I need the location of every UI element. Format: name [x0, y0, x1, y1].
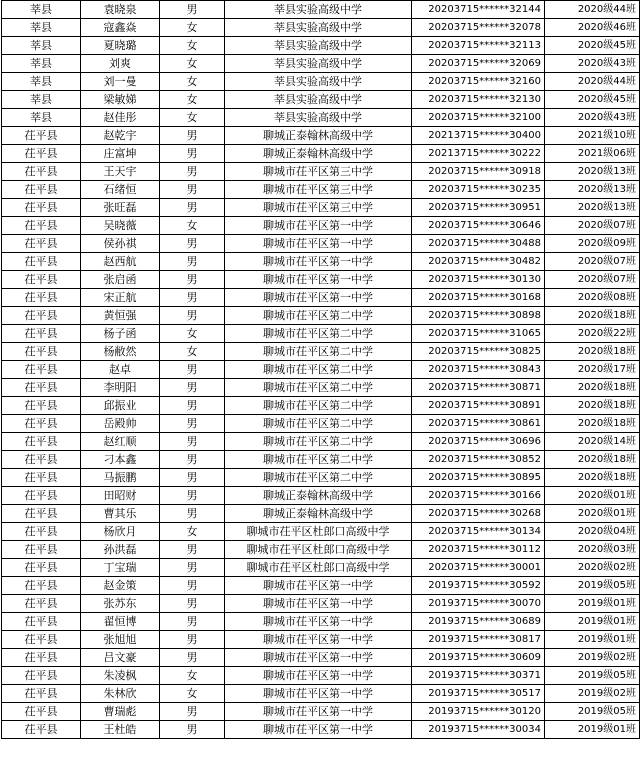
class-cell: 2019级01班 — [545, 631, 640, 649]
name-cell: 丁宝瑞 — [81, 559, 160, 577]
school-cell: 聊城市茌平区杜郎口高级中学 — [225, 541, 412, 559]
class-cell: 2019级05班 — [545, 577, 640, 595]
school-cell: 莘县实验高级中学 — [225, 1, 412, 19]
class-cell: 2020级45班 — [545, 37, 640, 55]
table-row — [2, 703, 640, 721]
name-cell: 翟恒博 — [81, 613, 160, 631]
class-cell: 2020级13班 — [545, 199, 640, 217]
school-cell: 聊城市茌平区第二中学 — [225, 433, 412, 451]
class-cell: 2020级18班 — [545, 397, 640, 415]
student-id-cell: 20203715******32130 — [412, 91, 545, 109]
table-row — [2, 505, 640, 523]
school-cell: 聊城市茌平区第二中学 — [225, 415, 412, 433]
class-cell: 2020级04班 — [545, 523, 640, 541]
table-row — [2, 289, 640, 307]
student-id-cell: 20193715******30120 — [412, 703, 545, 721]
gender-cell: 男 — [160, 487, 225, 505]
name-cell: 刁本鑫 — [81, 451, 160, 469]
county-cell: 茌平县 — [2, 415, 81, 433]
school-cell: 聊城市茌平区第一中学 — [225, 235, 412, 253]
gender-cell: 女 — [160, 325, 225, 343]
table-row — [2, 613, 640, 631]
class-cell: 2020级18班 — [545, 307, 640, 325]
student-id-cell: 20193715******30817 — [412, 631, 545, 649]
county-cell: 茌平县 — [2, 469, 81, 487]
name-cell: 岳殿帅 — [81, 415, 160, 433]
county-cell: 茌平县 — [2, 685, 81, 703]
student-id-cell: 20203715******30646 — [412, 217, 545, 235]
student-id-cell: 20193715******30592 — [412, 577, 545, 595]
name-cell: 侯孙祺 — [81, 235, 160, 253]
name-cell: 刘一曼 — [81, 73, 160, 91]
school-cell: 莘县实验高级中学 — [225, 109, 412, 127]
school-cell: 聊城市茌平区第二中学 — [225, 343, 412, 361]
school-cell: 聊城市茌平区第一中学 — [225, 649, 412, 667]
county-cell: 茌平县 — [2, 163, 81, 181]
class-cell: 2020级14班 — [545, 433, 640, 451]
class-cell: 2020级18班 — [545, 379, 640, 397]
school-cell: 聊城市茌平区第二中学 — [225, 397, 412, 415]
name-cell: 曹瑞彪 — [81, 703, 160, 721]
name-cell: 梁敏娣 — [81, 91, 160, 109]
name-cell: 吕文豪 — [81, 649, 160, 667]
school-cell: 聊城市茌平区第二中学 — [225, 325, 412, 343]
table-row — [2, 361, 640, 379]
student-id-cell: 20203715******30843 — [412, 361, 545, 379]
county-cell: 茌平县 — [2, 541, 81, 559]
gender-cell: 男 — [160, 703, 225, 721]
class-cell: 2020级44班 — [545, 73, 640, 91]
name-cell: 赵乾宇 — [81, 127, 160, 145]
gender-cell: 男 — [160, 253, 225, 271]
table-row — [2, 541, 640, 559]
county-cell: 茌平县 — [2, 577, 81, 595]
student-id-cell: 20203715******30852 — [412, 451, 545, 469]
name-cell: 张旺磊 — [81, 199, 160, 217]
table-row — [2, 325, 640, 343]
name-cell: 赵佳彤 — [81, 109, 160, 127]
student-id-cell: 20203715******30871 — [412, 379, 545, 397]
gender-cell: 男 — [160, 307, 225, 325]
table-row — [2, 631, 640, 649]
student-table-body — [2, 1, 640, 739]
student-id-cell: 20213715******30222 — [412, 145, 545, 163]
gender-cell: 男 — [160, 181, 225, 199]
county-cell: 茌平县 — [2, 523, 81, 541]
table-row — [2, 343, 640, 361]
table-row — [2, 199, 640, 217]
name-cell: 张苏东 — [81, 595, 160, 613]
gender-cell: 男 — [160, 415, 225, 433]
gender-cell: 男 — [160, 649, 225, 667]
county-cell: 茌平县 — [2, 505, 81, 523]
county-cell: 茌平县 — [2, 379, 81, 397]
name-cell: 黄恒强 — [81, 307, 160, 325]
county-cell: 茌平县 — [2, 721, 81, 739]
student-id-cell: 20193715******30371 — [412, 667, 545, 685]
school-cell: 莘县实验高级中学 — [225, 91, 412, 109]
class-cell: 2020级07班 — [545, 253, 640, 271]
name-cell: 寇鑫焱 — [81, 19, 160, 37]
student-id-cell: 20193715******30609 — [412, 649, 545, 667]
school-cell: 聊城市茌平区第一中学 — [225, 685, 412, 703]
county-cell: 茌平县 — [2, 397, 81, 415]
table-row — [2, 721, 640, 739]
school-cell: 聊城市茌平区第一中学 — [225, 271, 412, 289]
table-row — [2, 559, 640, 577]
student-id-cell: 20193715******30034 — [412, 721, 545, 739]
student-id-cell: 20203715******30825 — [412, 343, 545, 361]
gender-cell: 男 — [160, 1, 225, 19]
name-cell: 李明阳 — [81, 379, 160, 397]
class-cell: 2019级02班 — [545, 649, 640, 667]
gender-cell: 女 — [160, 37, 225, 55]
class-cell: 2020级17班 — [545, 361, 640, 379]
gender-cell: 女 — [160, 217, 225, 235]
school-cell: 莘县实验高级中学 — [225, 55, 412, 73]
class-cell: 2019级05班 — [545, 703, 640, 721]
gender-cell: 女 — [160, 667, 225, 685]
county-cell: 茌平县 — [2, 307, 81, 325]
table-row — [2, 55, 640, 73]
school-cell: 聊城市茌平区第二中学 — [225, 379, 412, 397]
county-cell: 茌平县 — [2, 595, 81, 613]
school-cell: 聊城市茌平区第二中学 — [225, 361, 412, 379]
school-cell: 莘县实验高级中学 — [225, 19, 412, 37]
class-cell: 2020级02班 — [545, 559, 640, 577]
class-cell: 2020级18班 — [545, 469, 640, 487]
table-row — [2, 163, 640, 181]
class-cell: 2020级43班 — [545, 109, 640, 127]
student-id-cell: 20203715******30235 — [412, 181, 545, 199]
gender-cell: 男 — [160, 235, 225, 253]
school-cell: 聊城市茌平区第一中学 — [225, 667, 412, 685]
student-id-cell: 20203715******32078 — [412, 19, 545, 37]
table-row — [2, 271, 640, 289]
class-cell: 2020级43班 — [545, 55, 640, 73]
county-cell: 茌平县 — [2, 199, 81, 217]
name-cell: 吴晓薇 — [81, 217, 160, 235]
class-cell: 2020级09班 — [545, 235, 640, 253]
name-cell: 田昭财 — [81, 487, 160, 505]
student-id-cell: 20203715******30134 — [412, 523, 545, 541]
class-cell: 2019级02班 — [545, 685, 640, 703]
school-cell: 聊城正泰翰林高级中学 — [225, 487, 412, 505]
student-id-cell: 20203715******30168 — [412, 289, 545, 307]
student-id-cell: 20203715******32100 — [412, 109, 545, 127]
student-id-cell: 20203715******30696 — [412, 433, 545, 451]
name-cell: 邱振业 — [81, 397, 160, 415]
county-cell: 茌平县 — [2, 631, 81, 649]
name-cell: 朱林欣 — [81, 685, 160, 703]
name-cell: 庄富坤 — [81, 145, 160, 163]
student-id-cell: 20203715******30488 — [412, 235, 545, 253]
table-row — [2, 19, 640, 37]
table-row — [2, 127, 640, 145]
gender-cell: 男 — [160, 433, 225, 451]
name-cell: 王天宇 — [81, 163, 160, 181]
table-row — [2, 1, 640, 19]
student-id-cell: 20213715******30400 — [412, 127, 545, 145]
county-cell: 茌平县 — [2, 217, 81, 235]
county-cell: 莘县 — [2, 19, 81, 37]
table-row — [2, 649, 640, 667]
student-id-cell: 20203715******30891 — [412, 397, 545, 415]
table-row — [2, 235, 640, 253]
school-cell: 聊城市茌平区第三中学 — [225, 163, 412, 181]
school-cell: 聊城市茌平区第一中学 — [225, 721, 412, 739]
gender-cell: 女 — [160, 73, 225, 91]
name-cell: 张旭旭 — [81, 631, 160, 649]
table-row — [2, 451, 640, 469]
school-cell: 莘县实验高级中学 — [225, 73, 412, 91]
class-cell: 2020级13班 — [545, 163, 640, 181]
student-id-cell: 20203715******30166 — [412, 487, 545, 505]
class-cell: 2020级07班 — [545, 271, 640, 289]
name-cell: 孙洪磊 — [81, 541, 160, 559]
gender-cell: 男 — [160, 469, 225, 487]
table-row — [2, 433, 640, 451]
school-cell: 聊城市茌平区第一中学 — [225, 217, 412, 235]
table-row — [2, 595, 640, 613]
class-cell: 2019级05班 — [545, 667, 640, 685]
county-cell: 茌平县 — [2, 343, 81, 361]
county-cell: 茌平县 — [2, 271, 81, 289]
class-cell: 2020级18班 — [545, 343, 640, 361]
name-cell: 赵红顺 — [81, 433, 160, 451]
student-id-cell: 20203715******30001 — [412, 559, 545, 577]
school-cell: 聊城市茌平区第二中学 — [225, 469, 412, 487]
class-cell: 2020级01班 — [545, 487, 640, 505]
name-cell: 朱凌枫 — [81, 667, 160, 685]
class-cell: 2020级07班 — [545, 217, 640, 235]
student-id-cell: 20203715******30482 — [412, 253, 545, 271]
school-cell: 聊城市茌平区杜郎口高级中学 — [225, 559, 412, 577]
name-cell: 曹其乐 — [81, 505, 160, 523]
county-cell: 茌平县 — [2, 649, 81, 667]
county-cell: 莘县 — [2, 91, 81, 109]
name-cell: 张启函 — [81, 271, 160, 289]
school-cell: 聊城正泰翰林高级中学 — [225, 145, 412, 163]
student-id-cell: 20203715******30951 — [412, 199, 545, 217]
class-cell: 2020级45班 — [545, 91, 640, 109]
gender-cell: 男 — [160, 127, 225, 145]
name-cell: 刘爽 — [81, 55, 160, 73]
school-cell: 聊城市茌平区第一中学 — [225, 631, 412, 649]
county-cell: 茌平县 — [2, 127, 81, 145]
name-cell: 赵卓 — [81, 361, 160, 379]
table-row — [2, 217, 640, 235]
name-cell: 赵金策 — [81, 577, 160, 595]
county-cell: 茌平县 — [2, 433, 81, 451]
table-row — [2, 307, 640, 325]
school-cell: 聊城市茌平区杜郎口高级中学 — [225, 523, 412, 541]
county-cell: 茌平县 — [2, 667, 81, 685]
gender-cell: 女 — [160, 109, 225, 127]
gender-cell: 男 — [160, 451, 225, 469]
county-cell: 茌平县 — [2, 253, 81, 271]
gender-cell: 男 — [160, 361, 225, 379]
gender-cell: 男 — [160, 721, 225, 739]
county-cell: 茌平县 — [2, 613, 81, 631]
name-cell: 袁晓泉 — [81, 1, 160, 19]
school-cell: 聊城市茌平区第一中学 — [225, 253, 412, 271]
class-cell: 2019级01班 — [545, 595, 640, 613]
class-cell: 2020级46班 — [545, 19, 640, 37]
county-cell: 莘县 — [2, 109, 81, 127]
school-cell: 聊城市茌平区第三中学 — [225, 199, 412, 217]
student-id-cell: 20203715******30918 — [412, 163, 545, 181]
table-row — [2, 37, 640, 55]
class-cell: 2020级08班 — [545, 289, 640, 307]
class-cell: 2021级06班 — [545, 145, 640, 163]
county-cell: 茌平县 — [2, 559, 81, 577]
class-cell: 2019级01班 — [545, 613, 640, 631]
gender-cell: 男 — [160, 613, 225, 631]
county-cell: 茌平县 — [2, 289, 81, 307]
table-row — [2, 469, 640, 487]
table-row — [2, 487, 640, 505]
county-cell: 茌平县 — [2, 703, 81, 721]
name-cell: 杨子函 — [81, 325, 160, 343]
table-row — [2, 415, 640, 433]
school-cell: 聊城市茌平区第一中学 — [225, 703, 412, 721]
gender-cell: 男 — [160, 505, 225, 523]
school-cell: 聊城市茌平区第一中学 — [225, 613, 412, 631]
gender-cell: 女 — [160, 685, 225, 703]
student-id-cell: 20203715******30895 — [412, 469, 545, 487]
table-row — [2, 73, 640, 91]
gender-cell: 男 — [160, 541, 225, 559]
county-cell: 茌平县 — [2, 325, 81, 343]
student-id-cell: 20203715******32160 — [412, 73, 545, 91]
school-cell: 聊城正泰翰林高级中学 — [225, 127, 412, 145]
student-id-cell: 20203715******30268 — [412, 505, 545, 523]
table-row — [2, 109, 640, 127]
school-cell: 聊城市茌平区第一中学 — [225, 289, 412, 307]
county-cell: 莘县 — [2, 55, 81, 73]
gender-cell: 女 — [160, 19, 225, 37]
gender-cell: 男 — [160, 289, 225, 307]
county-cell: 茌平县 — [2, 487, 81, 505]
table-row — [2, 685, 640, 703]
county-cell: 莘县 — [2, 73, 81, 91]
student-table — [1, 0, 640, 739]
table-row — [2, 577, 640, 595]
school-cell: 聊城市茌平区第一中学 — [225, 577, 412, 595]
student-id-cell: 20203715******30130 — [412, 271, 545, 289]
student-id-cell: 20203715******31065 — [412, 325, 545, 343]
student-id-cell: 20203715******32069 — [412, 55, 545, 73]
gender-cell: 男 — [160, 631, 225, 649]
table-row — [2, 253, 640, 271]
class-cell: 2020级13班 — [545, 181, 640, 199]
county-cell: 茌平县 — [2, 361, 81, 379]
school-cell: 莘县实验高级中学 — [225, 37, 412, 55]
class-cell: 2021级10班 — [545, 127, 640, 145]
gender-cell: 女 — [160, 91, 225, 109]
county-cell: 茌平县 — [2, 145, 81, 163]
name-cell: 石绪恒 — [81, 181, 160, 199]
gender-cell: 男 — [160, 577, 225, 595]
class-cell: 2020级22班 — [545, 325, 640, 343]
county-cell: 莘县 — [2, 1, 81, 19]
table-row — [2, 523, 640, 541]
class-cell: 2020级44班 — [545, 1, 640, 19]
school-cell: 聊城市茌平区第三中学 — [225, 181, 412, 199]
student-id-cell: 20203715******32113 — [412, 37, 545, 55]
gender-cell: 男 — [160, 145, 225, 163]
school-cell: 聊城市茌平区第二中学 — [225, 451, 412, 469]
gender-cell: 女 — [160, 343, 225, 361]
gender-cell: 女 — [160, 55, 225, 73]
county-cell: 茌平县 — [2, 451, 81, 469]
student-id-cell: 20193715******30517 — [412, 685, 545, 703]
name-cell: 杨欣月 — [81, 523, 160, 541]
table-row — [2, 181, 640, 199]
table-row — [2, 379, 640, 397]
gender-cell: 男 — [160, 595, 225, 613]
gender-cell: 男 — [160, 379, 225, 397]
gender-cell: 男 — [160, 559, 225, 577]
county-cell: 茌平县 — [2, 235, 81, 253]
student-id-cell: 20203715******32144 — [412, 1, 545, 19]
county-cell: 茌平县 — [2, 181, 81, 199]
name-cell: 赵西航 — [81, 253, 160, 271]
name-cell: 马振鹏 — [81, 469, 160, 487]
gender-cell: 男 — [160, 271, 225, 289]
name-cell: 夏晓璐 — [81, 37, 160, 55]
student-id-cell: 20203715******30861 — [412, 415, 545, 433]
student-id-cell: 20203715******30898 — [412, 307, 545, 325]
class-cell: 2020级18班 — [545, 451, 640, 469]
gender-cell: 男 — [160, 199, 225, 217]
name-cell: 宋正航 — [81, 289, 160, 307]
student-id-cell: 20203715******30112 — [412, 541, 545, 559]
gender-cell: 男 — [160, 163, 225, 181]
class-cell: 2020级01班 — [545, 505, 640, 523]
student-id-cell: 20193715******30689 — [412, 613, 545, 631]
class-cell: 2019级01班 — [545, 721, 640, 739]
school-cell: 聊城市茌平区第一中学 — [225, 595, 412, 613]
table-row — [2, 397, 640, 415]
class-cell: 2020级03班 — [545, 541, 640, 559]
gender-cell: 女 — [160, 523, 225, 541]
school-cell: 聊城市茌平区第二中学 — [225, 307, 412, 325]
table-row — [2, 91, 640, 109]
county-cell: 莘县 — [2, 37, 81, 55]
name-cell: 王杜皓 — [81, 721, 160, 739]
table-row — [2, 145, 640, 163]
student-id-cell: 20193715******30070 — [412, 595, 545, 613]
table-row — [2, 667, 640, 685]
school-cell: 聊城正泰翰林高级中学 — [225, 505, 412, 523]
name-cell: 杨敝然 — [81, 343, 160, 361]
gender-cell: 男 — [160, 397, 225, 415]
class-cell: 2020级18班 — [545, 415, 640, 433]
